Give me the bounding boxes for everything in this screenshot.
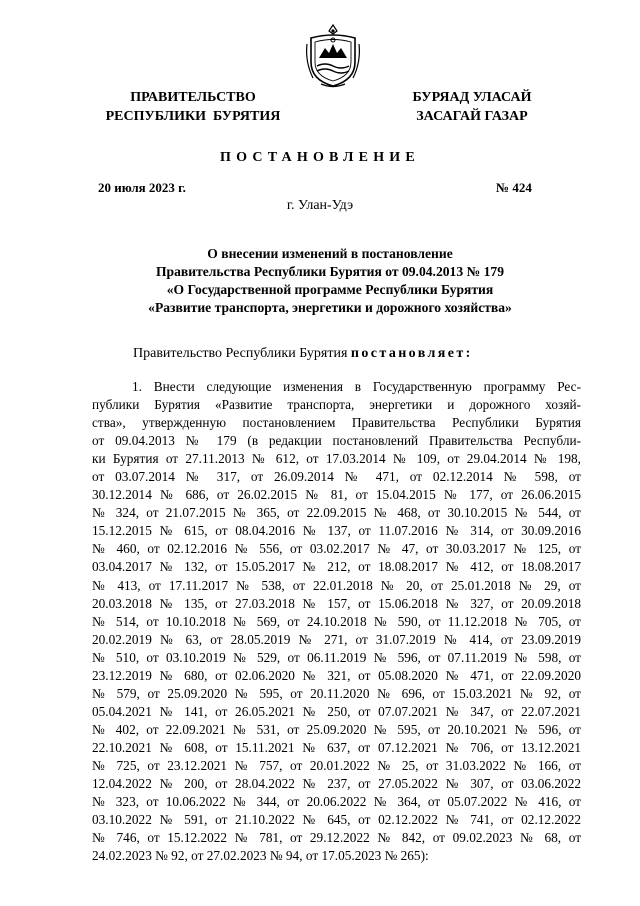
- document-date: 20 июля 2023 г.: [98, 180, 186, 195]
- paragraph-line: № 746, от 15.12.2022 № 781, от 29.12.2022 № 842, от 09.02.2023 № 68, от: [92, 830, 581, 846]
- paragraph-line: 23.12.2019 № 680, от 02.06.2020 № 321, от 05.08.2020 № 471, от 22.09.2020: [92, 667, 581, 683]
- document-city: г. Улан-Удэ: [286, 198, 354, 213]
- issuer-name-buryat: [392, 88, 552, 126]
- preamble-subject: Правительство Республики Бурятия: [133, 346, 351, 361]
- issuer-line: ПРАВИТЕЛЬСТВО: [130, 90, 256, 105]
- paragraph-line: от 09.04.2013 № 179 (в редакции постановлений Правительства Республи-: [92, 433, 581, 449]
- title-line: О внесении изменений в постановление: [207, 246, 453, 261]
- paragraph-line: № 402, от 22.09.2021 № 531, от 25.09.2020 № 595, от 20.10.2021 № 596, от: [92, 721, 581, 737]
- paragraph-line: 05.04.2021 № 141, от 26.05.2021 № 250, от 07.07.2021 № 347, от 22.07.2021: [92, 703, 581, 719]
- paragraph-line: № 579, от 25.09.2020 № 595, от 20.11.2020 № 696, от 15.03.2021 № 92, от: [92, 685, 581, 701]
- issuer-line: ЗАСАГАЙ ГАЗАР: [416, 109, 528, 124]
- preamble: [133, 346, 473, 362]
- paragraph-line: № 725, от 23.12.2021 № 757, от 20.01.2022 № 25, от 31.03.2022 № 166, от: [92, 757, 581, 773]
- paragraph-line: 15.12.2015 № 615, от 08.04.2016 № 137, от 11.07.2016 № 314, от 30.09.2016: [92, 523, 581, 539]
- issuer-line: РЕСПУБЛИКИ БУРЯТИЯ: [105, 109, 281, 124]
- paragraph-line: 03.04.2017 № 132, от 15.05.2017 № 212, от 18.08.2017 № 412, от 18.08.2017: [92, 559, 581, 575]
- paragraph-line: 1. Внести следующие изменения в Государственную программу Рес-: [132, 379, 581, 394]
- paragraph-line: № 324, от 21.07.2015 № 365, от 22.09.2015 № 468, от 30.10.2015 № 544, от: [92, 505, 581, 521]
- document-number: № 424: [496, 180, 532, 195]
- title-line: «Развитие транспорта, энергетики и дорожного хозяйства»: [148, 300, 512, 315]
- paragraph-line: 22.10.2021 № 608, от 15.11.2021 № 637, от 07.12.2021 № 706, от 13.12.2021: [92, 739, 581, 755]
- document-title: [100, 245, 560, 317]
- paragraph-line: № 460, от 02.12.2016 № 556, от 03.02.2017 № 47, от 30.03.2017 № 125, от: [92, 541, 581, 557]
- paragraph-line: ки Бурятия от 27.11.2013 № 612, от 17.03.2014 № 109, от 29.04.2014 № 198,: [92, 451, 581, 467]
- paragraph-line: 12.04.2022 № 200, от 28.04.2022 № 237, от 27.05.2022 № 307, от 03.06.2022: [92, 776, 581, 792]
- paragraph-line: 20.02.2019 № 63, от 28.05.2019 № 271, от 31.07.2019 № 414, от 23.09.2019: [92, 631, 581, 647]
- title-line: Правительства Республики Бурятия от 09.04.2013 № 179: [155, 264, 504, 279]
- paragraph-line: от 03.07.2014 № 317, от 26.09.2014 № 471, от 02.12.2014 № 598, от: [92, 469, 581, 485]
- paragraph-1: [92, 378, 581, 865]
- paragraph-line: 30.12.2014 № 686, от 26.02.2015 № 81, от 15.04.2015 № 177, от 26.06.2015: [92, 487, 581, 503]
- paragraph-line: 20.03.2018 № 135, от 27.03.2018 № 157, от 15.06.2018 № 327, от 20.09.2018: [92, 595, 581, 611]
- issuer-line: БУРЯАД УЛАСАЙ: [412, 90, 532, 105]
- paragraph-line: № 514, от 10.10.2018 № 569, от 24.10.2018 № 590, от 11.12.2018 № 705, от: [92, 613, 581, 629]
- paragraph-line: 03.10.2022 № 591, от 21.10.2022 № 645, от 02.12.2022 № 741, от 02.12.2022: [92, 812, 581, 828]
- paragraph-line: № 323, от 10.06.2022 № 344, от 20.06.2022 № 364, от 05.07.2022 № 416, от: [92, 794, 581, 810]
- coat-of-arms-icon: [303, 22, 363, 90]
- paragraph-line: публики Бурятия «Развитие транспорта, энергетики и дорожного хозяй-: [92, 397, 581, 413]
- issuer-name-russian: [88, 88, 298, 126]
- paragraph-line: № 510, от 03.10.2019 № 529, от 06.11.2019 № 596, от 07.11.2019 № 598, от: [92, 649, 581, 665]
- paragraph-line: 24.02.2023 № 92, от 27.02.2023 № 94, от 17.05.2023 № 265):: [92, 848, 429, 864]
- preamble-verb: постановляет:: [350, 346, 473, 361]
- paragraph-line: ства», утвержденную постановлением Правительства Республики Бурятия: [92, 415, 581, 431]
- title-line: «О Государственной программе Республики Бурятия: [166, 282, 494, 297]
- paragraph-line: № 413, от 17.11.2017 № 538, от 22.01.2018 № 20, от 25.01.2018 № 29, от: [92, 577, 581, 593]
- document-type: ПОСТАНОВЛЕНИЕ: [220, 150, 420, 165]
